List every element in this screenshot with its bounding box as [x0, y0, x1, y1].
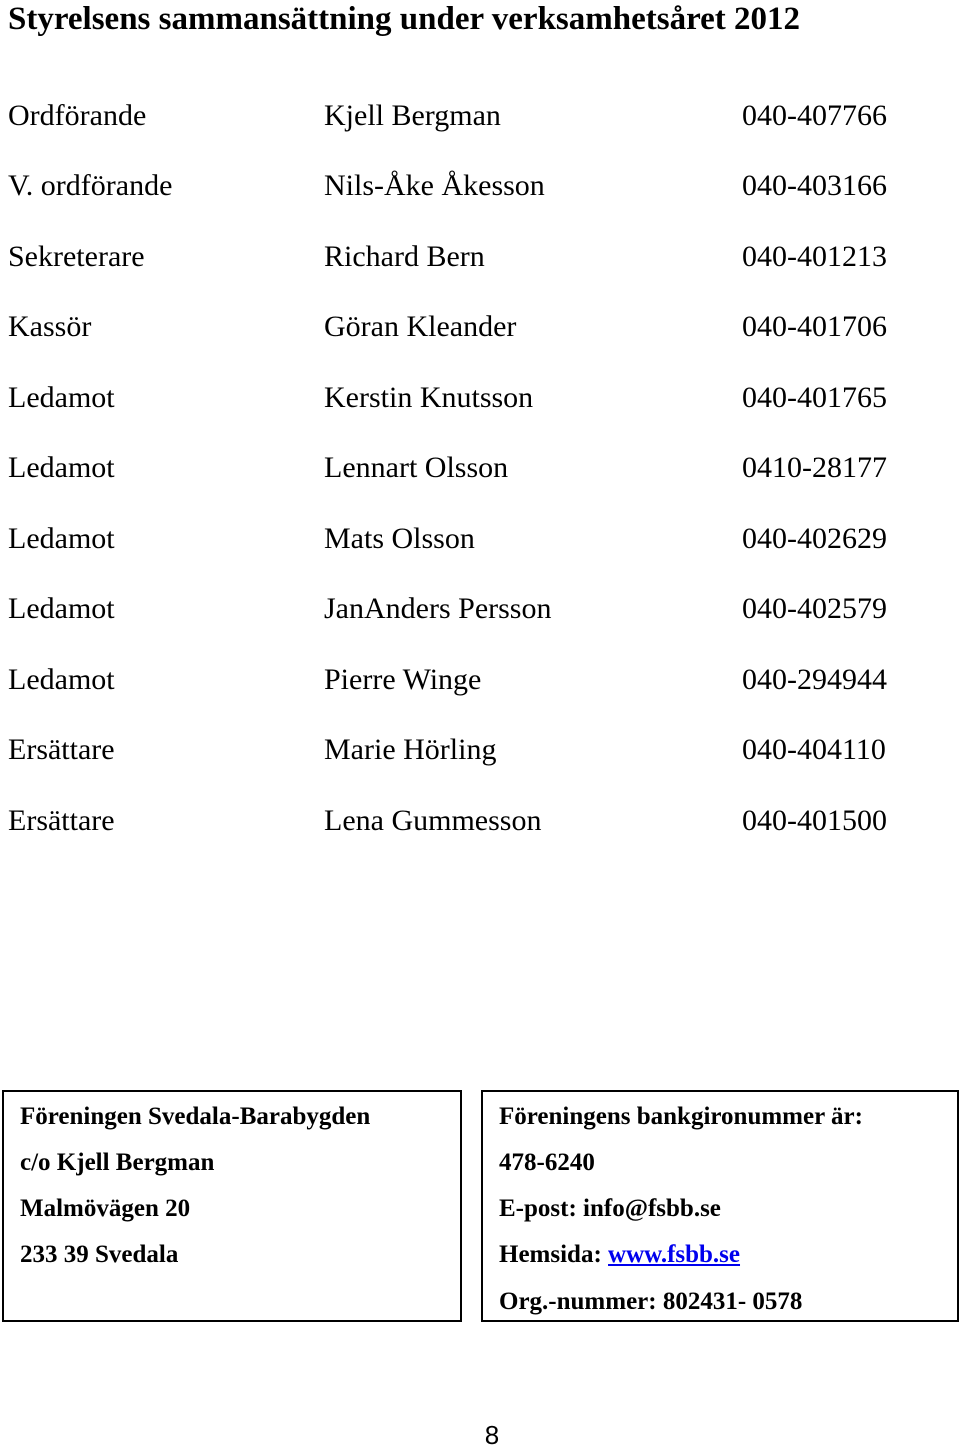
board-row-secretary	[0, 237, 960, 277]
member-name: JanAnders Persson	[324, 592, 552, 625]
member-role: V. ordförande	[8, 169, 173, 202]
member-role: Sekreterare	[8, 240, 145, 273]
member-phone: 040-401706	[742, 310, 887, 343]
care-of-line: c/o Kjell Bergman	[20, 1149, 215, 1176]
member-phone: 040-402629	[742, 522, 887, 555]
member-phone: 040-401500	[742, 804, 887, 837]
board-row-chair	[0, 96, 960, 136]
member-phone: 040-404110	[742, 733, 886, 766]
member-phone: 040-294944	[742, 663, 887, 696]
member-name: Kjell Bergman	[324, 99, 501, 132]
organization-name: Föreningen Svedala-Barabygden	[20, 1103, 371, 1130]
member-name: Mats Olsson	[324, 522, 475, 555]
member-phone: 040-403166	[742, 169, 887, 202]
member-phone: 0410-28177	[742, 451, 887, 484]
member-name: Kerstin Knutsson	[324, 381, 534, 414]
page-title: Styrelsens sammansättning under verksamhetsåret 2012	[8, 1, 801, 37]
website-label: Hemsida:	[499, 1241, 609, 1268]
member-role: Ordförande	[8, 99, 147, 132]
member-name: Göran Kleander	[324, 310, 517, 343]
member-role: Ledamot	[8, 381, 115, 414]
member-phone: 040-401213	[742, 240, 887, 273]
member-role: Ledamot	[8, 663, 115, 696]
member-role: Ersättare	[8, 804, 115, 837]
page-number: 8	[484, 1420, 500, 1450]
member-name: Lena Gummesson	[324, 804, 542, 837]
member-phone: 040-401765	[742, 381, 887, 414]
board-row-member	[0, 519, 960, 559]
member-role: Ledamot	[8, 522, 115, 555]
board-row-member	[0, 448, 960, 488]
member-name: Pierre Winge	[324, 663, 482, 696]
member-phone: 040-402579	[742, 592, 887, 625]
member-role: Kassör	[8, 310, 92, 343]
member-role: Ledamot	[8, 592, 115, 625]
board-row-member	[0, 378, 960, 418]
member-role: Ersättare	[8, 733, 115, 766]
website-line	[499, 1240, 740, 1270]
bank-giro-label: Föreningens bankgironummer är:	[499, 1103, 863, 1130]
member-name: Nils-Åke Åkesson	[324, 169, 545, 202]
org-number-line: Org.-nummer: 802431- 0578	[499, 1288, 803, 1315]
board-row-deputy	[0, 801, 960, 841]
postal-address: 233 39 Svedala	[20, 1241, 179, 1268]
address-box	[2, 1090, 462, 1322]
member-name: Marie Hörling	[324, 733, 497, 766]
contact-box	[481, 1090, 959, 1322]
board-row-vice-chair	[0, 166, 960, 206]
member-role: Ledamot	[8, 451, 115, 484]
board-row-treasurer	[0, 307, 960, 347]
bank-giro-number: 478-6240	[499, 1149, 595, 1176]
board-row-deputy	[0, 730, 960, 770]
member-name: Lennart Olsson	[324, 451, 509, 484]
member-phone: 040-407766	[742, 99, 887, 132]
member-name: Richard Bern	[324, 240, 485, 273]
website-link[interactable]: www.fsbb.se	[608, 1241, 741, 1268]
email-line: E-post: info@fsbb.se	[499, 1195, 721, 1222]
board-row-member	[0, 660, 960, 700]
street-address: Malmövägen 20	[20, 1195, 191, 1222]
board-row-member	[0, 589, 960, 629]
